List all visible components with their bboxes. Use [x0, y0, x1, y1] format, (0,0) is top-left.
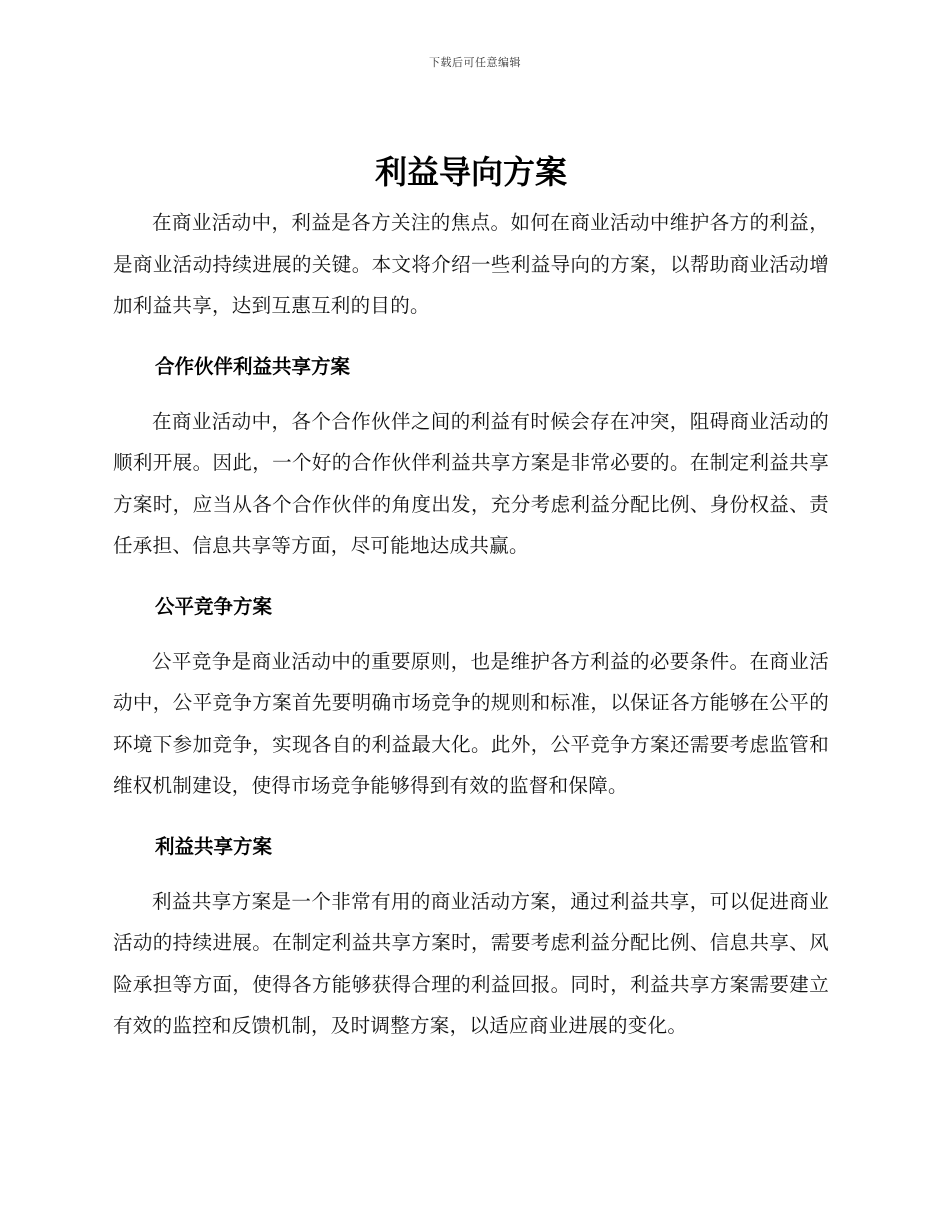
section-heading-partner-sharing: 合作伙伴利益共享方案: [155, 354, 351, 378]
document-body: [113, 148, 829, 1047]
page-header-note: 下载后可任意编辑: [429, 56, 521, 69]
section-paragraph-benefit-sharing: 利益共享方案是一个非常有用的商业活动方案，通过利益共享，可以促进商业活动的持续进展。在制定利益共享方案时，需要考虑利益分配比例、信息共享、风险承担等方面，使得各方能够获得合理的利益回报。同时，利益共享方案需要建立有效的监控和反馈机制，及时调整方案，以适应商业进展的变化。: [113, 889, 829, 1037]
document-title: 利益导向方案: [374, 153, 567, 191]
section-heading-fair-competition: 公平竞争方案: [155, 594, 273, 618]
section-heading-benefit-sharing: 利益共享方案: [155, 834, 273, 858]
intro-paragraph: 在商业活动中，利益是各方关注的焦点。如何在商业活动中维护各方的利益，是商业活动持续进展的关键。本文将介绍一些利益导向的方案，以帮助商业活动增加利益共享，达到互惠互利的目的。: [113, 211, 829, 317]
section-paragraph-fair-competition: 公平竞争是商业活动中的重要原则，也是维护各方利益的必要条件。在商业活动中，公平竞争方案首先要明确市场竞争的规则和标准，以保证各方能够在公平的环境下参加竞争，实现各自的利益最大化。此外，公平竞争方案还需要考虑监管和维权机制建设，使得市场竞争能够得到有效的监督和保障。: [113, 649, 829, 797]
section-paragraph-partner-sharing: 在商业活动中，各个合作伙伴之间的利益有时候会存在冲突，阻碍商业活动的顺利开展。因此，一个好的合作伙伴利益共享方案是非常必要的。在制定利益共享方案时，应当从各个合作伙伴的角度出发，充分考虑利益分配比例、身份权益、责任承担、信息共享等方面，尽可能地达成共赢。: [113, 409, 829, 557]
